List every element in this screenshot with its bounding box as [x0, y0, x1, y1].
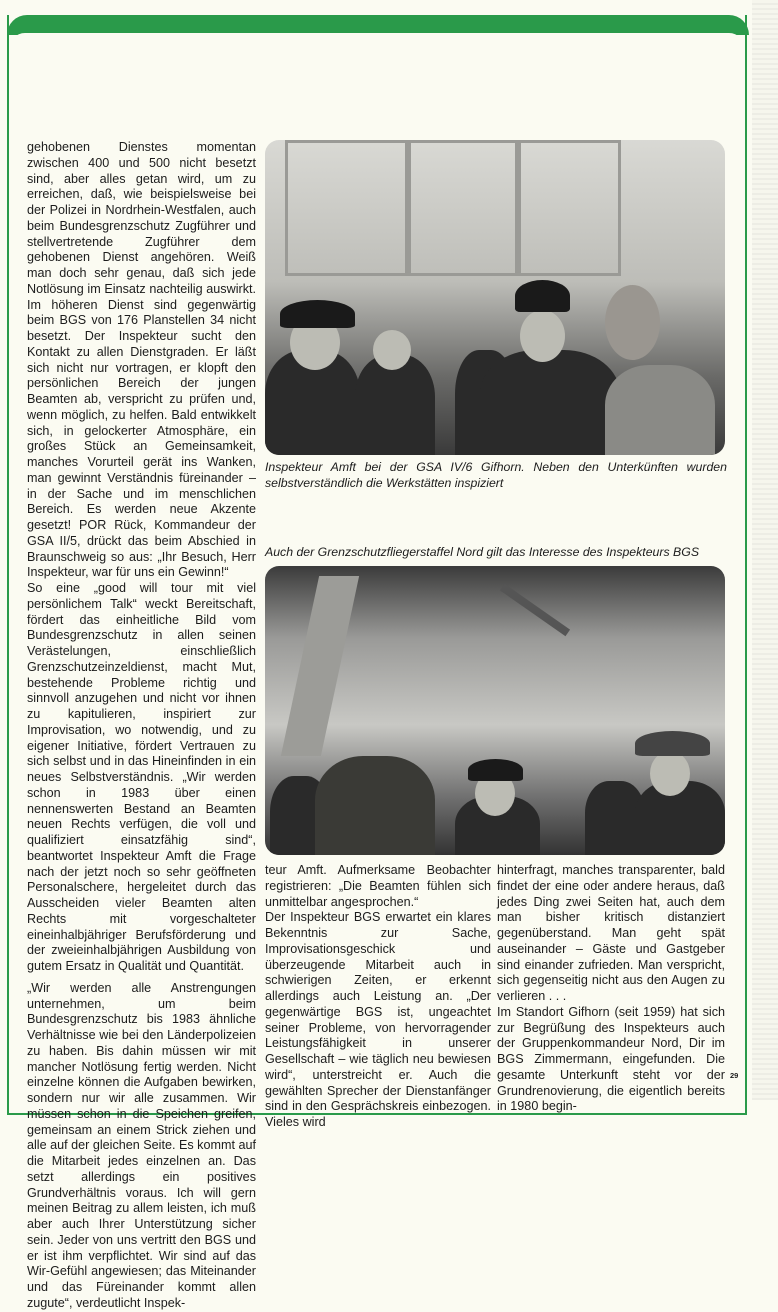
officer-cap — [515, 280, 570, 312]
photo-helicopter-hangar — [265, 566, 725, 855]
officer-cap — [635, 731, 710, 756]
article-column-2 — [265, 863, 491, 1131]
photo1-caption: Inspekteur Amft bei der GSA IV/6 Gifhorn. Neben den Unterkünften wurden selbstverständlich die Werkstätten inspiziert — [265, 460, 727, 490]
article-column-3 — [497, 863, 725, 1115]
paragraph: „Wir werden alle Anstrengungen unternehmen, um beim Bundesgrenzschutz bis 1983 ähnliche Verhältnisse wie bei den Länderpolizeien zu haben. Bis dahin müssen wir mit mancher Notlösung fertig werden. Nicht einzelne können die Aufgaben bewirken, sondern nur wir alle zusammen. Wir müssen schon in die Speichen greifen, gemeinsam an einem Strick ziehen und alle auf der gleichen Seite. Es kommt auf die Mitarbeit jedes einzelnen an. Das setzt allerdings ein positives Grundverhältnis voraus. Ich will gern meinen Beitrag zu allem leisten, ich muß aber auch Ihrer Unterstützung sicher sein. Jeder von uns vertritt den BGS und er ist ihm verpflichtet. Wir sind auf das Wir-Gefühl angewiesen; das Miteinander und das Füreinander kommt allen zugute“, verdeutlicht Inspek- — [27, 980, 256, 1310]
paragraph: Im Standort Gifhorn (seit 1959) hat sich zur Begrüßung des Inspekteurs auch der Gruppenkommandeur Nord, Dir im BGS Zimmermann, eingefunden. Die gesamte Unterkunft steht vor der Grundrenovierung, die eigentlich bereits in 1980 begin- — [497, 1004, 725, 1114]
officer-figure — [315, 756, 435, 855]
window-frame — [515, 140, 621, 276]
page-number: 29 — [730, 1071, 739, 1080]
mechanic-head — [605, 285, 660, 360]
paragraph: hinterfragt, manches transparenter, bald findet der eine oder andere heraus, daß jedes Ding zwei Seiten hat, auch dem man bisher kritisch distanziert gegenüberstand. Man geht spät auseinander – Gäste und Gastgeber sind einander zufrieden. Man verspricht, sich gegenseitig nicht aus den Augen zu verlieren . . . — [497, 863, 725, 1003]
officer-cap — [468, 759, 523, 781]
officer-head — [373, 330, 411, 370]
mechanic-figure — [605, 365, 715, 455]
officer-figure — [355, 355, 435, 455]
officer-cap — [280, 300, 355, 328]
window-frame — [285, 140, 411, 276]
paragraph: So eine „good will tour mit viel persönlichem Talk“ weckt Bereitschaft, fördert das einheitliche Bild vom Bundesgrenzschutz in allen seinen Verästelungen, einschließlich Grenzschutzeinzeldienst, macht Mut, bestehende Probleme richtig und sinnvoll anzugehen und nicht vor ihnen zu kapitulieren, inspiriert zur Improvisation, wo notwendig, und zu eigener Initiative, fördert Vertrauen zu sich selbst und in das Hineinfinden in ein neues Selbstverständnis. „Wir werden schon in 1983 über einen nennenswerten Bestand an Beamten neuen Rechts verfügen, die voll und qualifiziert einsatzfähig sind“, beantwortet Inspekteur Amft die Frage nach der jetzt noch so sehr geöffneten Personalschere, hergeleitet durch das Ausscheiden vieler Beamten alten Rechts mit vorgeschalteter eineinhalbjähriger Berufsförderung und der zweieinhalbjährigen Ausbildung von gutem Ersatz in Qualität und Quantität. — [27, 581, 256, 973]
green-header-band — [7, 15, 749, 35]
paragraph: teur Amft. Aufmerksame Beobachter registrieren: „Die Beamten fühlen sich unmittelbar angesprochen.“ — [265, 863, 491, 909]
article-column-1 — [27, 140, 256, 1312]
officer-head — [520, 310, 565, 362]
window-frame — [405, 140, 521, 276]
helicopter-tail-boom — [281, 576, 359, 756]
paragraph: gehobenen Dienstes momentan zwischen 400 und 500 nicht besetzt sind, aber alles getan wird, um zu erreichen, daß, wie beispielsweise bei der Polizei in Nordrhein-Westfalen, auch beim Bundesgrenzschutz Zugführer und stellvertretende Zugführer dem gehobenen Dienst angehören. Weiß man doch sehr genau, daß sich jede Notlösung im Einsatz nachteilig auswirkt. Im höheren Dienst sind gegenwärtig beim BGS von 176 Planstellen 34 nicht besetzt. Der Inspekteur sucht den Kontakt zu allen Dienstgraden. Er läßt sich nicht nur vortragen, er klopft den persönlichen Bereich der jungen Beamten ab, verspricht zu prüfen und, wenn möglich, zu helfen. Bald entwikkelt sich, in gelockerter Atmosphäre, ein großes Stück an Gemeinsamkeit, manches Vorurteil gerät ins Wanken, man gewinnt Verständnis füreinander – in der Sache und im menschlichen Bereich. Es werden neue Akzente gesetzt! POR Rück, Kommandeur der GSA II/5, drückt das beim Abschied in Braunschweig so aus: „Ihr Besuch, Herr Inspekteur, war für uns ein Gewinn!“ — [27, 140, 256, 580]
adjacent-page-edge — [752, 0, 778, 1100]
officer-figure — [480, 350, 620, 455]
band-inner-cutout — [9, 33, 745, 53]
officer-head — [650, 751, 690, 796]
photo2-caption: Auch der Grenzschutzfliegerstaffel Nord gilt das Interesse des Inspekteurs BGS — [265, 545, 700, 559]
paragraph: Der Inspekteur BGS erwartet ein klares Bekenntnis zur Sache, Improvisationsgeschick und überzeugende Mitarbeit auch in schwierigen Zeiten, er erkennt allerdings auch Leistung an. „Der gegenwärtige BGS ist, ungeachtet seiner Probleme, von hervorragender Leistungsfähigkeit in unserer Gesellschaft – wie täglich neu bewiesen wird“, unterstreicht er. Auch die gewählten Sprecher der Dienstanfänger sind in den Gesprächskreis einbezogen. Vieles wird — [265, 910, 491, 1129]
rotor-blade — [500, 584, 570, 636]
photo-inspection-gifhorn — [265, 140, 725, 455]
